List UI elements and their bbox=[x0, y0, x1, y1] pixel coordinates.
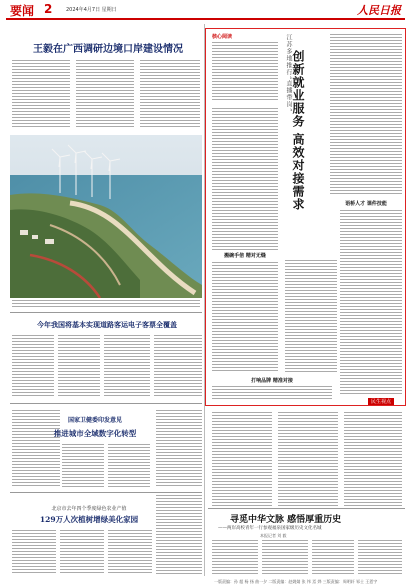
bottom-feature-byline: 本报记者 刘 毅 bbox=[260, 533, 287, 538]
article-text-col bbox=[12, 60, 70, 128]
article-text-col bbox=[330, 34, 402, 194]
page-number: 2 bbox=[44, 2, 53, 16]
editor-credits-text: 一版责编：孙 超 杨 扬 曲一夕 二版责编：赵姚婧 张 纬 焉 烨 三版责编：周明轩 邹士 王恩宇 bbox=[214, 579, 378, 584]
article-text-col bbox=[58, 335, 100, 397]
coastal-wind-farm-photo bbox=[10, 135, 202, 298]
article-text-col bbox=[212, 108, 278, 208]
article-text-col bbox=[108, 530, 152, 575]
article-text-col bbox=[140, 60, 200, 128]
article-text-col bbox=[212, 412, 272, 506]
article-title-lower-left-1: 国家卫健委印发意见 bbox=[67, 417, 122, 424]
editor-credits bbox=[0, 578, 411, 586]
article-text-col bbox=[60, 530, 104, 575]
article-kicker-bottom-left: 北京市去年四个季度绿色农业产值 bbox=[51, 506, 127, 512]
article-text-col bbox=[344, 412, 402, 506]
masthead bbox=[0, 0, 411, 20]
bottom-feature-subtitle: ——两岸高校青年一行参观福泉国家级历史文化名城 bbox=[218, 526, 322, 531]
article-title-bottom-left: 129万人次植树增绿美化家园 bbox=[39, 515, 139, 524]
section-divider bbox=[10, 492, 202, 493]
article-text-col bbox=[285, 260, 337, 372]
photo-caption bbox=[12, 300, 200, 308]
bottom-feature-title: 寻觅中华文脉 感悟厚重历史 bbox=[230, 515, 342, 525]
article-text-col bbox=[212, 540, 258, 574]
article-title-top-left: 王毅在广西调研边境口岸建设情况 bbox=[33, 44, 183, 55]
article-text-col bbox=[340, 210, 402, 396]
article-text-col bbox=[358, 540, 402, 574]
article-title-mid-left: 今年我国将基本实现道路客运电子客票全覆盖 bbox=[37, 320, 177, 329]
feature-subhead-1: 搬碗手倍 精对无缝 bbox=[224, 253, 266, 259]
article-text-col bbox=[156, 495, 202, 575]
section-divider bbox=[208, 508, 405, 509]
article-text-col bbox=[278, 412, 338, 506]
article-text-col bbox=[212, 262, 278, 372]
feature-title: 创新就业服务 高效对接需求 bbox=[291, 50, 305, 212]
article-title-lower-left-2: 推进城市全域数字化转型 bbox=[53, 429, 137, 438]
feature-corner-tag: 民生视点 bbox=[368, 398, 394, 405]
article-text-col bbox=[104, 335, 150, 397]
article-text-col bbox=[212, 210, 278, 250]
section-divider bbox=[10, 403, 202, 404]
article-text-col bbox=[212, 386, 332, 400]
article-text-col bbox=[62, 444, 104, 488]
section-divider bbox=[10, 312, 202, 313]
article-text-col bbox=[12, 335, 54, 397]
article-text-col bbox=[12, 530, 56, 575]
section-name: 要闻 bbox=[10, 4, 35, 18]
feature-subhead-3: 打响品牌 精准对接 bbox=[251, 378, 293, 384]
feature-lead-text bbox=[212, 42, 278, 100]
article-text-col bbox=[154, 335, 202, 397]
issue-date: 2024年4月7日 星期日 bbox=[66, 7, 117, 13]
newspaper-logo: 人民日报 bbox=[357, 4, 401, 17]
feature-subhead-2: 语桥人才 课件技能 bbox=[345, 201, 387, 207]
article-text-col bbox=[156, 410, 202, 488]
article-text-col bbox=[262, 540, 308, 574]
article-text-col bbox=[76, 60, 134, 128]
article-text-col bbox=[312, 540, 354, 574]
feature-kicker: 江苏多地推行“直播带岗” bbox=[285, 34, 292, 113]
article-text-col bbox=[108, 444, 150, 488]
header-rule bbox=[6, 18, 405, 20]
box-tag: 核心阅读 bbox=[212, 34, 233, 40]
